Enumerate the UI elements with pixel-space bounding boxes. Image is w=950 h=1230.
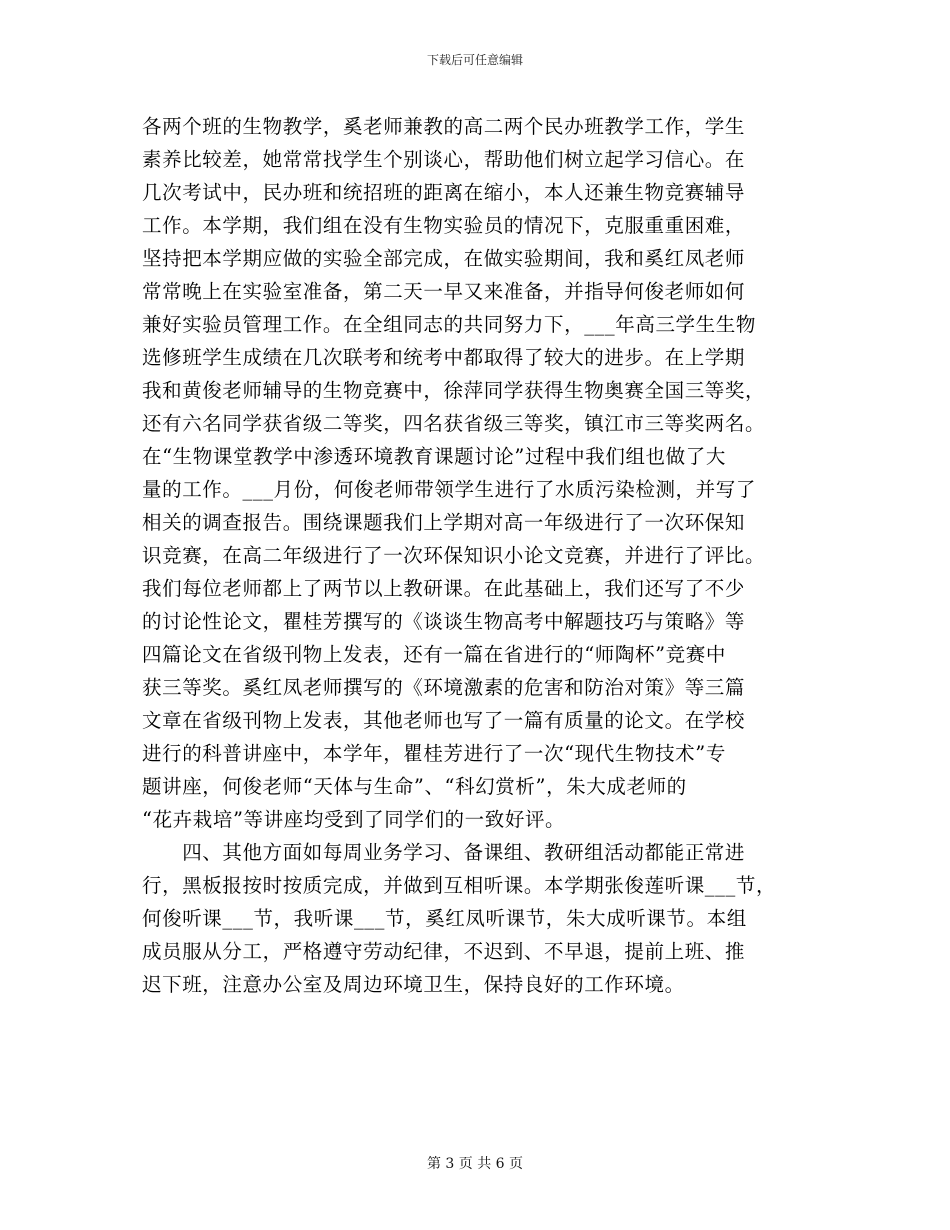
text-line: 题讲座，何俊老师“天体与生命”、“科幻赏析”，朱大成老师的 bbox=[142, 775, 687, 798]
text-line: 四篇论文在省级刊物上发表，还有一篇在省进行的“师陶杯”竞赛中 bbox=[142, 643, 726, 666]
text-line: 行，黑板报按时按质完成，并做到互相听课。本学期张俊莲听课___节， bbox=[142, 874, 777, 897]
text-line: 文章在省级刊物上发表，其他老师也写了一篇有质量的论文。在学校 bbox=[142, 709, 746, 732]
text-line: 坚持把本学期应做的实验全部完成，在做实验期间，我和奚红凤老师 bbox=[142, 247, 746, 270]
text-line: 四、其他方面如每周业务学习、备课组、教研组活动都能正常进 bbox=[142, 841, 746, 864]
text-line: 工作。本学期，我们组在没有生物实验员的情况下，克服重重困难， bbox=[142, 214, 746, 237]
text-line: 兼好实验员管理工作。在全组同志的共同努力下，___年高三学生生物 bbox=[142, 313, 756, 336]
text-line: 各两个班的生物教学，奚老师兼教的高二两个民办班教学工作，学生 bbox=[142, 115, 746, 138]
text-line: 我和黄俊老师辅导的生物竞赛中，徐萍同学获得生物奥赛全国三等奖， bbox=[142, 379, 766, 402]
text-line: 在“生物课堂教学中渗透环境教育课题讨论”过程中我们组也做了大 bbox=[142, 445, 726, 468]
text-line: 成员服从分工，严格遵守劳动纪律，不迟到、不早退，提前上班、推 bbox=[142, 940, 746, 963]
text-line: 相关的调查报告。围绕课题我们上学期对高一年级进行了一次环保知 bbox=[142, 511, 746, 534]
text-line: 迟下班，注意办公室及周边环境卫生，保持良好的工作环境。 bbox=[142, 973, 685, 996]
text-line: 素养比较差，她常常找学生个别谈心，帮助他们树立起学习信心。在 bbox=[142, 148, 746, 171]
text-line: 我们每位老师都上了两节以上教研课。在此基础上，我们还写了不少 bbox=[142, 577, 746, 600]
text-line: 量的工作。___月份，何俊老师带领学生进行了水质污染检测，并写了 bbox=[142, 478, 756, 501]
text-line: 选修班学生成绩在几次联考和统考中都取得了较大的进步。在上学期 bbox=[142, 346, 746, 369]
text-line: 获三等奖。奚红凤老师撰写的《环境激素的危害和防治对策》等三篇 bbox=[142, 676, 746, 699]
text-line: “花卉栽培”等讲座均受到了同学们的一致好评。 bbox=[142, 808, 566, 831]
text-line: 常常晚上在实验室准备，第二天一早又来准备，并指导何俊老师如何 bbox=[142, 280, 746, 303]
text-line: 几次考试中，民办班和统招班的距离在缩小，本人还兼生物竞赛辅导 bbox=[142, 181, 746, 204]
page-header: 下载后可任意编辑 bbox=[426, 53, 523, 67]
text-line: 识竞赛，在高二年级进行了一次环保知识小论文竞赛，并进行了评比。 bbox=[142, 544, 766, 567]
page-footer: 第 3 页 共 6 页 bbox=[426, 1156, 524, 1172]
text-line: 还有六名同学获省级二等奖，四名获省级三等奖，镇江市三等奖两名。 bbox=[142, 412, 766, 435]
document-body bbox=[142, 110, 842, 1001]
text-line: 进行的科普讲座中，本学年，瞿桂芳进行了一次“现代生物技术”专 bbox=[142, 742, 726, 765]
text-line: 何俊听课___节，我听课___节，奚红凤听课节，朱大成听课节。本组 bbox=[142, 907, 747, 930]
text-line: 的讨论性论文，瞿桂芳撰写的《谈谈生物高考中解题技巧与策略》等 bbox=[142, 610, 746, 633]
